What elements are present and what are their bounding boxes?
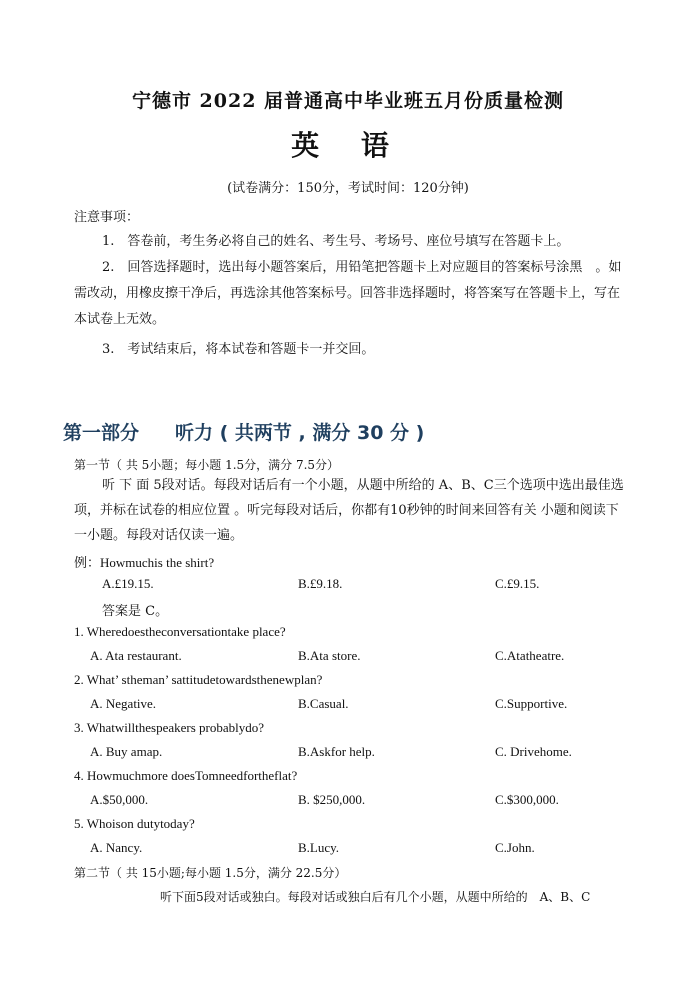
question-2-option-a: A. Negative. <box>90 696 157 711</box>
subject-title: 英 语 <box>291 129 405 162</box>
example-option-a: A.£19.15. <box>102 576 154 591</box>
section1-heading: 第一节（ 共 5小题；每小题 1.5分，满分 7.5分） <box>74 458 340 472</box>
question-5-option-c: C.John. <box>495 840 535 855</box>
exam-title: 宁德市 2022 届普通高中毕业班五月份质量检测 <box>131 90 565 112</box>
part1-heading-label: 第一部分 <box>63 422 140 444</box>
question-5: 5. Whoison dutytoday? <box>74 816 195 831</box>
question-4-option-c: C.$300,000. <box>495 792 559 807</box>
question-4: 4. Howmuchmore doesTomneedfortheflat? <box>74 768 298 783</box>
example-option-c: C.£9.15. <box>495 576 540 591</box>
example-answer: 答案是 C。 <box>102 604 169 619</box>
question-2-option-b: B.Casual. <box>298 696 349 711</box>
section2-heading: 第二节（ 共 15小题;每小题 1.5分，满分 22.5分） <box>74 866 347 880</box>
question-3-option-b: B.Askfor help. <box>298 744 375 759</box>
question-1: 1. Wheredoestheconversationtake place? <box>74 624 286 639</box>
note-item-3: 3. 考试结束后，将本试卷和答题卡一并交回。 <box>102 342 375 357</box>
example-option-b: B.£9.18. <box>298 576 343 591</box>
question-3-option-c: C. Drivehome. <box>495 744 572 759</box>
question-1-option-b: B.Ata store. <box>298 648 361 663</box>
section2-instructions: 听下面5段对话或独白。每段对话或独白后有几个小题，从题中所给的 A、B、C <box>160 890 591 904</box>
example-question: 例：Howmuchis the shirt? <box>74 555 215 570</box>
question-1-option-a: A. Ata restaurant. <box>90 648 182 663</box>
question-4-option-a: A.$50,000. <box>90 792 149 807</box>
question-1-option-c: C.Atatheatre. <box>495 648 565 663</box>
note-item-1: 1. 答卷前，考生务必将自己的姓名、考生号、考场号、座位号填写在答题卡上。 <box>102 234 570 249</box>
question-5-option-a: A. Nancy. <box>90 840 143 855</box>
question-5-option-b: B.Lucy. <box>298 840 340 855</box>
part1-heading <box>63 418 424 445</box>
question-2: 2. What’ stheman’ sattitudetowardsthenewplan? <box>74 672 323 687</box>
question-2-option-c: C.Supportive. <box>495 696 568 711</box>
question-3: 3. Whatwillthespeakers probablydo? <box>74 720 265 735</box>
question-3-option-a: A. Buy amap. <box>90 744 163 759</box>
notes-heading: 注意事项： <box>74 210 140 225</box>
section1-instructions: 听 下 面 5段对话。每段对话后有一个小题，从题中所给的 A、B、C三个选项中选出最佳选项，并标在试卷的相应位置 。听完每段对话后，你都有10秒钟的时间来回答有关 小题和阅读下一小题。每段对话仅读一遍。 <box>74 478 624 543</box>
part1-heading-title: 听力 ( 共两节 , 满分 30 分 ) <box>175 422 425 444</box>
note-item-2: 2. 回答选择题时，选出每小题答案后，用铅笔把答题卡上对应题目的答案标号涂黑 。如需改动，用橡皮擦干净后，再选涂其他答案标号。回答非选择题时，将答案写在答题卡上，写在本试卷上无效。 <box>74 260 622 327</box>
exam-info: (试卷满分：150分，考试时间：120分钟) <box>227 181 469 196</box>
question-4-option-b: B. $250,000. <box>298 792 366 807</box>
